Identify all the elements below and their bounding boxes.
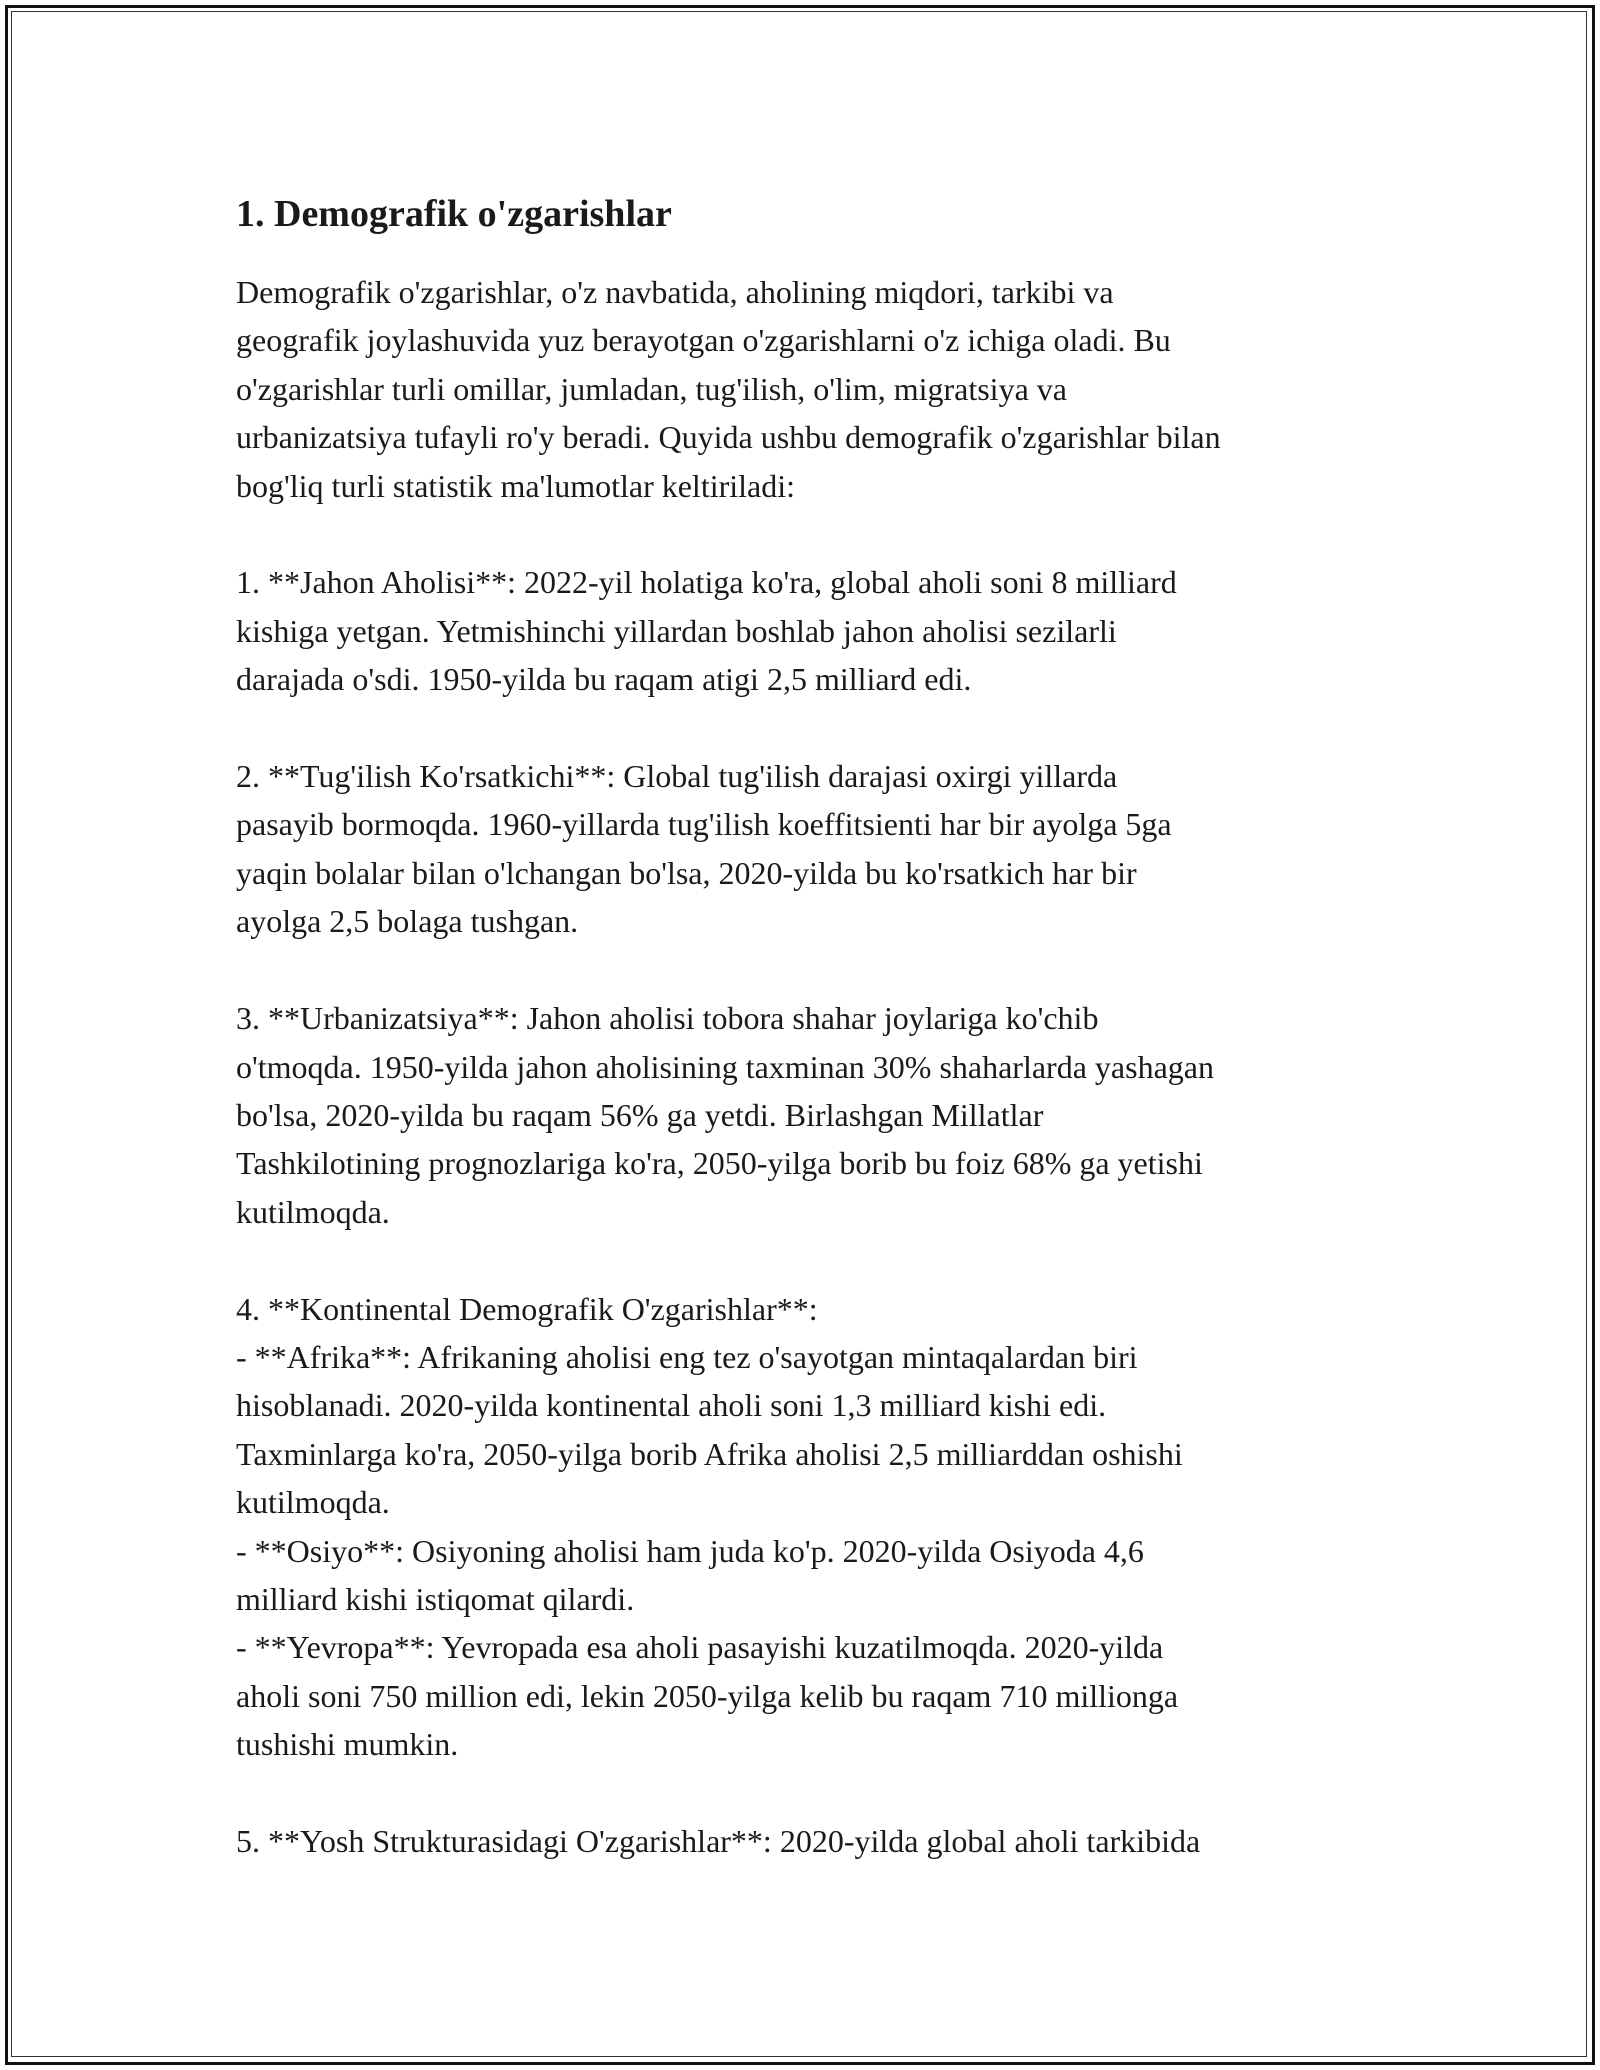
body-text: Demografik o'zgarishlar, o'z navbatida, aholining miqdori, tarkibi va geografik joylashuvida yuz berayotgan o'zgarishlarni o'z ichiga oladi. Bu o'zgarishlar turli omillar, jumladan, tug'ilish, o'lim, migratsiya va urbanizatsiya tufayli ro'y beradi. Quyida ushbu demografik o'zgarishlar bilan bog'liq turli statistik ma'lumotlar keltiriladi: 1. **Jahon Aholisi**: 2022-yil holatiga ko'ra, global aholi soni 8 milliard kishiga yetgan. Yetmishinchi yillardan boshlab jahon aholisi sezilarli darajada o'sdi. 1950-yilda bu raqam atigi 2,5 milliard edi. 2. **Tug'ilish Ko'rsatkichi**: Global tug'ilish darajasi oxirgi yillarda pasayib bormoqda. 1960-yillarda tug'ilish koeffitsienti har bir ayolga 5ga yaqin bolalar bilan o'lchangan bo'lsa, 2020-yilda bu ko'rsatkich har bir ayolga 2,5 bolaga tushgan. 3. **Urbanizatsiya**: Jahon aholisi tobora shahar joylariga ko'chib o'tmoqda. 1950-yilda jahon aholisining taxminan 30% shaharlarda yashagan bo'lsa, 2020-yilda bu raqam 56% ga yetdi. Birlashgan Millatlar Tashkilotining prognozlariga ko'ra, 2050-yilga borib bu foiz 68% ga yetishi kutilmoqda. 4. **Kontinental Demografik O'zgarishlar**: - **Afrika**: Afrikaning aholisi eng tez o'sayotgan mintaqalardan biri hisoblanadi. 2020-yilda kontinental aholi soni 1,3 milliard kishi edi. Taxminlarga ko'ra, 2050-yilga borib Afrika aholisi 2,5 milliarddan oshishi kutilmoqda. - **Osiyo**: Osiyoning aholisi ham juda ko'p. 2020-yilda Osiyoda 4,6 milliard kishi istiqomat qilardi. - **Yevropa**: Yevropada esa aholi pasayishi kuzatilmoqda. 2020-yilda aholi soni 750 million edi, lekin 2050-yilga kelib bu raqam 710 millionga tushishi mumkin. 5. **Yosh Strukturasidagi O'zgarishlar**: 2020-yilda global aholi tarkibida [236,274,1221,1859]
document-content [236,188,1376,1865]
section-heading: 1. Demografik o'zgarishlar [236,193,672,235]
